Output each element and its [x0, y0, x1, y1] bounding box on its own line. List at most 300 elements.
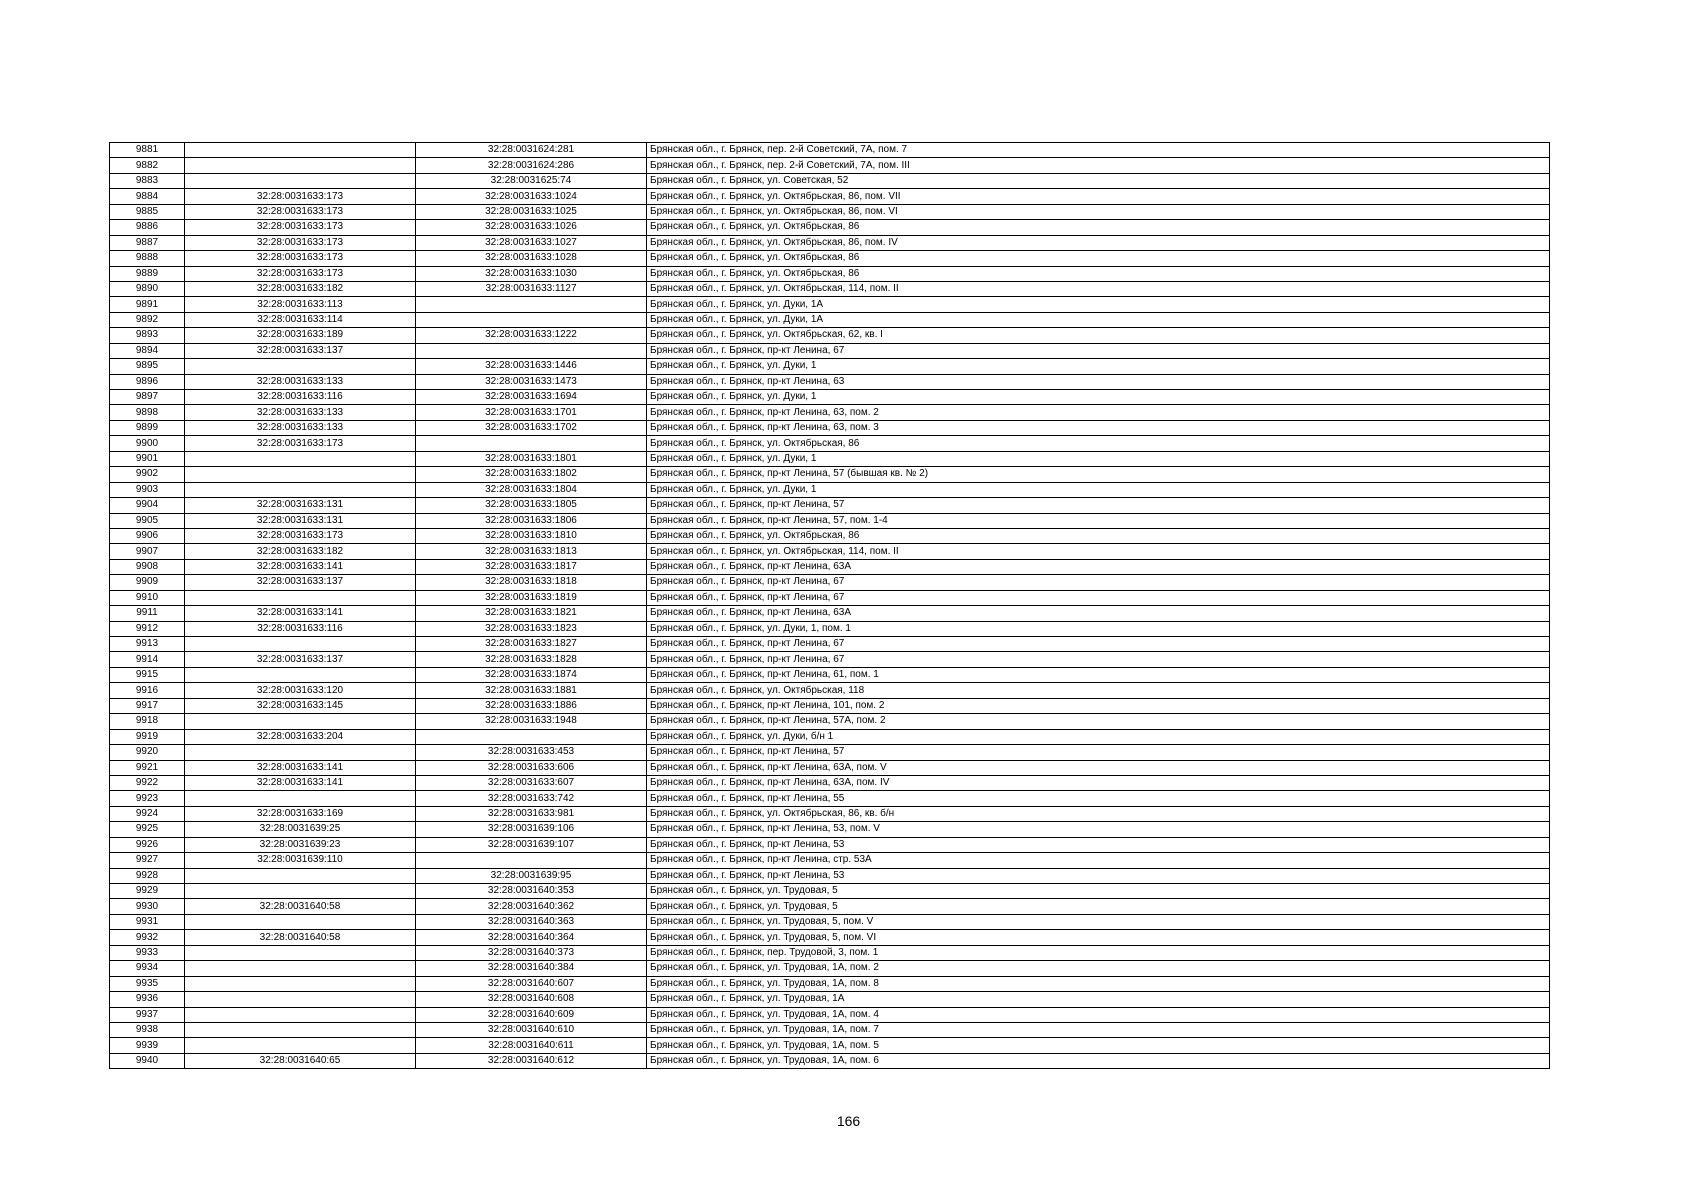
cadastral-number-cell: 32:28:0031625:74	[416, 173, 647, 188]
row-number-cell: 9895	[110, 359, 185, 374]
parent-cadastral-number-cell	[185, 914, 416, 929]
parent-cadastral-number-cell	[185, 173, 416, 188]
parent-cadastral-number-cell: 32:28:0031640:65	[185, 1053, 416, 1068]
address-cell: Брянская обл., г. Брянск, ул. Трудовая, 5, пом. VI	[647, 930, 1550, 945]
row-number-cell: 9936	[110, 992, 185, 1007]
address-cell: Брянская обл., г. Брянск, ул. Октябрьская, 114, пом. II	[647, 281, 1550, 296]
row-number-cell: 9906	[110, 528, 185, 543]
address-cell: Брянская обл., г. Брянск, ул. Трудовая, 5	[647, 899, 1550, 914]
cadastral-number-cell	[416, 297, 647, 312]
cadastral-number-cell: 32:28:0031633:1028	[416, 251, 647, 266]
table-row	[110, 1038, 1550, 1053]
parent-cadastral-number-cell: 32:28:0031633:141	[185, 559, 416, 574]
table-row	[110, 204, 1550, 219]
table-row	[110, 590, 1550, 605]
parent-cadastral-number-cell: 32:28:0031633:131	[185, 498, 416, 513]
row-number-cell: 9885	[110, 204, 185, 219]
row-number-cell: 9919	[110, 729, 185, 744]
cadastral-number-cell	[416, 436, 647, 451]
address-cell: Брянская обл., г. Брянск, ул. Трудовая, 1А, пом. 7	[647, 1022, 1550, 1037]
row-number-cell: 9933	[110, 945, 185, 960]
table-row	[110, 899, 1550, 914]
cadastral-number-cell: 32:28:0031633:1702	[416, 420, 647, 435]
parent-cadastral-number-cell: 32:28:0031633:133	[185, 420, 416, 435]
cadastral-number-cell: 32:28:0031639:106	[416, 822, 647, 837]
address-cell: Брянская обл., г. Брянск, ул. Трудовая, 1А, пом. 6	[647, 1053, 1550, 1068]
parent-cadastral-number-cell: 32:28:0031639:110	[185, 853, 416, 868]
row-number-cell: 9921	[110, 760, 185, 775]
table-row	[110, 575, 1550, 590]
table-row	[110, 976, 1550, 991]
table-row	[110, 806, 1550, 821]
table-row	[110, 189, 1550, 204]
cadastral-number-cell: 32:28:0031633:1810	[416, 528, 647, 543]
address-cell: Брянская обл., г. Брянск, ул. Дуки, 1	[647, 482, 1550, 497]
row-number-cell: 9896	[110, 374, 185, 389]
cadastral-number-cell: 32:28:0031633:1823	[416, 621, 647, 636]
parent-cadastral-number-cell: 32:28:0031633:204	[185, 729, 416, 744]
address-cell: Брянская обл., г. Брянск, пр-кт Ленина, 53, пом. V	[647, 822, 1550, 837]
row-number-cell: 9930	[110, 899, 185, 914]
parent-cadastral-number-cell: 32:28:0031639:25	[185, 822, 416, 837]
table-row	[110, 343, 1550, 358]
address-cell: Брянская обл., г. Брянск, пр-кт Ленина, 57, пом. 1-4	[647, 513, 1550, 528]
address-cell: Брянская обл., г. Брянск, ул. Октябрьская, 86	[647, 220, 1550, 235]
row-number-cell: 9911	[110, 606, 185, 621]
parent-cadastral-number-cell	[185, 1022, 416, 1037]
parent-cadastral-number-cell: 32:28:0031633:141	[185, 760, 416, 775]
cadastral-number-cell: 32:28:0031640:384	[416, 961, 647, 976]
table-row	[110, 667, 1550, 682]
row-number-cell: 9882	[110, 158, 185, 173]
address-cell: Брянская обл., г. Брянск, пер. 2-й Советский, 7А, пом. III	[647, 158, 1550, 173]
address-cell: Брянская обл., г. Брянск, пр-кт Ленина, 61, пом. 1	[647, 667, 1550, 682]
address-cell: Брянская обл., г. Брянск, ул. Октябрьская, 86, пом. IV	[647, 235, 1550, 250]
parent-cadastral-number-cell: 32:28:0031633:120	[185, 683, 416, 698]
parent-cadastral-number-cell	[185, 791, 416, 806]
row-number-cell: 9916	[110, 683, 185, 698]
address-cell: Брянская обл., г. Брянск, пр-кт Ленина, 63, пом. 2	[647, 405, 1550, 420]
address-cell: Брянская обл., г. Брянск, пр-кт Ленина, 67	[647, 590, 1550, 605]
table-row	[110, 158, 1550, 173]
row-number-cell: 9903	[110, 482, 185, 497]
parent-cadastral-number-cell: 32:28:0031633:145	[185, 698, 416, 713]
row-number-cell: 9928	[110, 868, 185, 883]
cadastral-number-cell: 32:28:0031633:1802	[416, 467, 647, 482]
table-row	[110, 729, 1550, 744]
table-row	[110, 405, 1550, 420]
cadastral-number-cell: 32:28:0031633:1804	[416, 482, 647, 497]
row-number-cell: 9938	[110, 1022, 185, 1037]
row-number-cell: 9899	[110, 420, 185, 435]
parent-cadastral-number-cell: 32:28:0031633:173	[185, 204, 416, 219]
row-number-cell: 9900	[110, 436, 185, 451]
cadastral-number-cell: 32:28:0031633:1024	[416, 189, 647, 204]
cadastral-number-cell: 32:28:0031640:362	[416, 899, 647, 914]
parent-cadastral-number-cell	[185, 945, 416, 960]
address-cell: Брянская обл., г. Брянск, пр-кт Ленина, 63	[647, 374, 1550, 389]
address-cell: Брянская обл., г. Брянск, ул. Октябрьская, 86	[647, 251, 1550, 266]
row-number-cell: 9927	[110, 853, 185, 868]
parent-cadastral-number-cell: 32:28:0031633:173	[185, 220, 416, 235]
row-number-cell: 9887	[110, 235, 185, 250]
cadastral-number-cell: 32:28:0031633:1030	[416, 266, 647, 281]
address-cell: Брянская обл., г. Брянск, ул. Октябрьская, 114, пом. II	[647, 544, 1550, 559]
parent-cadastral-number-cell: 32:28:0031633:116	[185, 390, 416, 405]
address-cell: Брянская обл., г. Брянск, пр-кт Ленина, 63А, пом. V	[647, 760, 1550, 775]
cadastral-number-cell: 32:28:0031633:1828	[416, 652, 647, 667]
parent-cadastral-number-cell	[185, 359, 416, 374]
table-row	[110, 606, 1550, 621]
address-cell: Брянская обл., г. Брянск, ул. Дуки, 1, пом. 1	[647, 621, 1550, 636]
address-cell: Брянская обл., г. Брянск, пр-кт Ленина, 53	[647, 837, 1550, 852]
cadastral-number-cell: 32:28:0031633:981	[416, 806, 647, 821]
cadastral-number-cell	[416, 343, 647, 358]
row-number-cell: 9920	[110, 745, 185, 760]
cadastral-number-cell: 32:28:0031640:612	[416, 1053, 647, 1068]
row-number-cell: 9932	[110, 930, 185, 945]
address-cell: Брянская обл., г. Брянск, пр-кт Ленина, 55	[647, 791, 1550, 806]
cadastral-number-cell: 32:28:0031633:1222	[416, 328, 647, 343]
row-number-cell: 9898	[110, 405, 185, 420]
cadastral-number-cell: 32:28:0031633:1801	[416, 451, 647, 466]
parent-cadastral-number-cell	[185, 884, 416, 899]
table-row	[110, 143, 1550, 158]
row-number-cell: 9918	[110, 714, 185, 729]
row-number-cell: 9904	[110, 498, 185, 513]
cadastral-number-cell: 32:28:0031633:1817	[416, 559, 647, 574]
row-number-cell: 9901	[110, 451, 185, 466]
table-row	[110, 266, 1550, 281]
table-row	[110, 451, 1550, 466]
address-cell: Брянская обл., г. Брянск, ул. Октябрьская, 86, кв. б/н	[647, 806, 1550, 821]
parent-cadastral-number-cell	[185, 976, 416, 991]
parent-cadastral-number-cell: 32:28:0031633:116	[185, 621, 416, 636]
cadastral-number-cell: 32:28:0031633:1027	[416, 235, 647, 250]
row-number-cell: 9910	[110, 590, 185, 605]
cadastral-number-cell: 32:28:0031633:1818	[416, 575, 647, 590]
row-number-cell: 9888	[110, 251, 185, 266]
address-cell: Брянская обл., г. Брянск, пр-кт Ленина, 67	[647, 652, 1550, 667]
address-cell: Брянская обл., г. Брянск, ул. Октябрьская, 86	[647, 266, 1550, 281]
row-number-cell: 9909	[110, 575, 185, 590]
cadastral-number-cell: 32:28:0031633:1874	[416, 667, 647, 682]
parent-cadastral-number-cell	[185, 482, 416, 497]
cadastral-number-cell: 32:28:0031633:1473	[416, 374, 647, 389]
row-number-cell: 9915	[110, 667, 185, 682]
cadastral-number-cell: 32:28:0031633:1805	[416, 498, 647, 513]
parent-cadastral-number-cell	[185, 590, 416, 605]
table-row	[110, 528, 1550, 543]
parent-cadastral-number-cell: 32:28:0031633:133	[185, 405, 416, 420]
cadastral-number-cell: 32:28:0031633:607	[416, 775, 647, 790]
row-number-cell: 9902	[110, 467, 185, 482]
row-number-cell: 9894	[110, 343, 185, 358]
table-row	[110, 436, 1550, 451]
table-row	[110, 652, 1550, 667]
address-cell: Брянская обл., г. Брянск, ул. Октябрьская, 86	[647, 528, 1550, 543]
parent-cadastral-number-cell	[185, 158, 416, 173]
table-row	[110, 637, 1550, 652]
table-row	[110, 683, 1550, 698]
parent-cadastral-number-cell	[185, 745, 416, 760]
address-cell: Брянская обл., г. Брянск, пр-кт Ленина, 67	[647, 637, 1550, 652]
table-row	[110, 374, 1550, 389]
parent-cadastral-number-cell: 32:28:0031633:173	[185, 528, 416, 543]
address-cell: Брянская обл., г. Брянск, ул. Трудовая, 1А	[647, 992, 1550, 1007]
table-row	[110, 544, 1550, 559]
row-number-cell: 9884	[110, 189, 185, 204]
address-cell: Брянская обл., г. Брянск, ул. Советская, 52	[647, 173, 1550, 188]
cadastral-number-cell: 32:28:0031633:1446	[416, 359, 647, 374]
cadastral-number-cell	[416, 729, 647, 744]
cadastral-number-cell: 32:28:0031633:1819	[416, 590, 647, 605]
cadastral-number-cell: 32:28:0031640:373	[416, 945, 647, 960]
parent-cadastral-number-cell: 32:28:0031633:114	[185, 312, 416, 327]
parent-cadastral-number-cell: 32:28:0031633:137	[185, 343, 416, 358]
parent-cadastral-number-cell: 32:28:0031633:133	[185, 374, 416, 389]
table-row	[110, 914, 1550, 929]
row-number-cell: 9925	[110, 822, 185, 837]
cadastral-number-cell: 32:28:0031639:107	[416, 837, 647, 852]
address-cell: Брянская обл., г. Брянск, ул. Трудовая, 5, пом. V	[647, 914, 1550, 929]
cadastral-number-cell: 32:28:0031633:1701	[416, 405, 647, 420]
row-number-cell: 9917	[110, 698, 185, 713]
cadastral-number-cell: 32:28:0031633:1881	[416, 683, 647, 698]
row-number-cell: 9926	[110, 837, 185, 852]
table-row	[110, 698, 1550, 713]
address-cell: Брянская обл., г. Брянск, пр-кт Ленина, 57	[647, 498, 1550, 513]
table-row	[110, 837, 1550, 852]
address-cell: Брянская обл., г. Брянск, пр-кт Ленина, 57	[647, 745, 1550, 760]
row-number-cell: 9892	[110, 312, 185, 327]
table-row	[110, 513, 1550, 528]
table-row	[110, 312, 1550, 327]
cadastral-number-cell: 32:28:0031633:1827	[416, 637, 647, 652]
parent-cadastral-number-cell	[185, 992, 416, 1007]
parent-cadastral-number-cell	[185, 1007, 416, 1022]
parent-cadastral-number-cell	[185, 467, 416, 482]
table-row	[110, 853, 1550, 868]
row-number-cell: 9891	[110, 297, 185, 312]
table-row	[110, 220, 1550, 235]
parent-cadastral-number-cell: 32:28:0031633:173	[185, 266, 416, 281]
row-number-cell: 9940	[110, 1053, 185, 1068]
table-row	[110, 621, 1550, 636]
cadastral-number-cell: 32:28:0031640:611	[416, 1038, 647, 1053]
row-number-cell: 9905	[110, 513, 185, 528]
parent-cadastral-number-cell: 32:28:0031633:137	[185, 575, 416, 590]
address-cell: Брянская обл., г. Брянск, ул. Трудовая, 5	[647, 884, 1550, 899]
row-number-cell: 9881	[110, 143, 185, 158]
table-row	[110, 868, 1550, 883]
table-row	[110, 173, 1550, 188]
row-number-cell: 9914	[110, 652, 185, 667]
row-number-cell: 9883	[110, 173, 185, 188]
parent-cadastral-number-cell: 32:28:0031633:182	[185, 544, 416, 559]
parent-cadastral-number-cell: 32:28:0031633:182	[185, 281, 416, 296]
table-row	[110, 930, 1550, 945]
address-cell: Брянская обл., г. Брянск, пр-кт Ленина, 57 (бывшая кв. № 2)	[647, 467, 1550, 482]
row-number-cell: 9935	[110, 976, 185, 991]
table-row	[110, 1022, 1550, 1037]
table-row	[110, 884, 1550, 899]
parent-cadastral-number-cell	[185, 451, 416, 466]
address-cell: Брянская обл., г. Брянск, ул. Октябрьская, 86, пом. VII	[647, 189, 1550, 204]
address-cell: Брянская обл., г. Брянск, пр-кт Ленина, 63, пом. 3	[647, 420, 1550, 435]
cadastral-number-cell: 32:28:0031633:1806	[416, 513, 647, 528]
cadastral-number-cell: 32:28:0031640:607	[416, 976, 647, 991]
table-row	[110, 745, 1550, 760]
row-number-cell: 9934	[110, 961, 185, 976]
parent-cadastral-number-cell	[185, 868, 416, 883]
parent-cadastral-number-cell: 32:28:0031633:141	[185, 606, 416, 621]
table-row	[110, 760, 1550, 775]
row-number-cell: 9922	[110, 775, 185, 790]
table-row	[110, 961, 1550, 976]
address-cell: Брянская обл., г. Брянск, ул. Дуки, 1А	[647, 312, 1550, 327]
row-number-cell: 9929	[110, 884, 185, 899]
parent-cadastral-number-cell	[185, 667, 416, 682]
address-cell: Брянская обл., г. Брянск, пр-кт Ленина, стр. 53А	[647, 853, 1550, 868]
parent-cadastral-number-cell: 32:28:0031633:189	[185, 328, 416, 343]
page-number: 166	[836, 1113, 861, 1129]
table-row	[110, 822, 1550, 837]
cadastral-number-cell: 32:28:0031633:1694	[416, 390, 647, 405]
parent-cadastral-number-cell: 32:28:0031639:23	[185, 837, 416, 852]
table-row	[110, 559, 1550, 574]
table-row	[110, 297, 1550, 312]
parent-cadastral-number-cell: 32:28:0031633:173	[185, 235, 416, 250]
address-cell: Брянская обл., г. Брянск, пр-кт Ленина, 101, пом. 2	[647, 698, 1550, 713]
row-number-cell: 9889	[110, 266, 185, 281]
row-number-cell: 9890	[110, 281, 185, 296]
parent-cadastral-number-cell	[185, 1038, 416, 1053]
row-number-cell: 9893	[110, 328, 185, 343]
row-number-cell: 9886	[110, 220, 185, 235]
cadastral-number-cell: 32:28:0031639:95	[416, 868, 647, 883]
cadastral-number-cell: 32:28:0031633:1025	[416, 204, 647, 219]
table-row	[110, 498, 1550, 513]
address-cell: Брянская обл., г. Брянск, пр-кт Ленина, 63А, пом. IV	[647, 775, 1550, 790]
table-row	[110, 359, 1550, 374]
table-row	[110, 390, 1550, 405]
cadastral-number-cell	[416, 853, 647, 868]
parent-cadastral-number-cell: 32:28:0031640:58	[185, 930, 416, 945]
cadastral-number-cell: 32:28:0031640:608	[416, 992, 647, 1007]
address-cell: Брянская обл., г. Брянск, пр-кт Ленина, 53	[647, 868, 1550, 883]
cadastral-number-cell: 32:28:0031633:1886	[416, 698, 647, 713]
parent-cadastral-number-cell	[185, 714, 416, 729]
cadastral-number-cell: 32:28:0031640:363	[416, 914, 647, 929]
address-cell: Брянская обл., г. Брянск, ул. Дуки, 1	[647, 359, 1550, 374]
address-cell: Брянская обл., г. Брянск, ул. Октябрьская, 118	[647, 683, 1550, 698]
cadastral-number-cell: 32:28:0031640:610	[416, 1022, 647, 1037]
table-row	[110, 1007, 1550, 1022]
row-number-cell: 9912	[110, 621, 185, 636]
table-row	[110, 992, 1550, 1007]
address-cell: Брянская обл., г. Брянск, пер. 2-й Советский, 7А, пом. 7	[647, 143, 1550, 158]
address-cell: Брянская обл., г. Брянск, пр-кт Ленина, 63А	[647, 559, 1550, 574]
address-cell: Брянская обл., г. Брянск, ул. Дуки, 1А	[647, 297, 1550, 312]
table-row	[110, 281, 1550, 296]
table-row	[110, 945, 1550, 960]
parent-cadastral-number-cell: 32:28:0031633:173	[185, 251, 416, 266]
row-number-cell: 9897	[110, 390, 185, 405]
cadastral-number-cell: 32:28:0031624:286	[416, 158, 647, 173]
address-cell: Брянская обл., г. Брянск, ул. Октябрьская, 86, пом. VI	[647, 204, 1550, 219]
address-cell: Брянская обл., г. Брянск, пр-кт Ленина, 67	[647, 343, 1550, 358]
parent-cadastral-number-cell: 32:28:0031633:113	[185, 297, 416, 312]
address-cell: Брянская обл., г. Брянск, пр-кт Ленина, 67	[647, 575, 1550, 590]
parent-cadastral-number-cell: 32:28:0031633:169	[185, 806, 416, 821]
row-number-cell: 9924	[110, 806, 185, 821]
address-cell: Брянская обл., г. Брянск, ул. Дуки, 1	[647, 451, 1550, 466]
address-cell: Брянская обл., г. Брянск, ул. Трудовая, 1А, пом. 2	[647, 961, 1550, 976]
cadastral-number-cell: 32:28:0031633:1026	[416, 220, 647, 235]
cadastral-number-cell: 32:28:0031633:606	[416, 760, 647, 775]
address-cell: Брянская обл., г. Брянск, пер. Трудовой, 3, пом. 1	[647, 945, 1550, 960]
cadastral-number-cell	[416, 312, 647, 327]
cadastral-number-cell: 32:28:0031624:281	[416, 143, 647, 158]
registry-table-body	[110, 143, 1550, 1069]
address-cell: Брянская обл., г. Брянск, пр-кт Ленина, 57А, пом. 2	[647, 714, 1550, 729]
parent-cadastral-number-cell: 32:28:0031633:141	[185, 775, 416, 790]
row-number-cell: 9937	[110, 1007, 185, 1022]
parent-cadastral-number-cell: 32:28:0031633:137	[185, 652, 416, 667]
table-row	[110, 328, 1550, 343]
cadastral-number-cell: 32:28:0031640:364	[416, 930, 647, 945]
table-row	[110, 775, 1550, 790]
parent-cadastral-number-cell: 32:28:0031633:131	[185, 513, 416, 528]
table-row	[110, 235, 1550, 250]
address-cell: Брянская обл., г. Брянск, ул. Трудовая, 1А, пом. 5	[647, 1038, 1550, 1053]
registry-table	[109, 142, 1550, 1069]
parent-cadastral-number-cell	[185, 637, 416, 652]
row-number-cell: 9908	[110, 559, 185, 574]
cadastral-number-cell: 32:28:0031633:742	[416, 791, 647, 806]
address-cell: Брянская обл., г. Брянск, ул. Октябрьская, 62, кв. I	[647, 328, 1550, 343]
table-row	[110, 791, 1550, 806]
cadastral-number-cell: 32:28:0031640:609	[416, 1007, 647, 1022]
table-row	[110, 1053, 1550, 1068]
cadastral-number-cell: 32:28:0031633:1813	[416, 544, 647, 559]
table-row	[110, 714, 1550, 729]
row-number-cell: 9913	[110, 637, 185, 652]
row-number-cell: 9939	[110, 1038, 185, 1053]
parent-cadastral-number-cell: 32:28:0031633:173	[185, 436, 416, 451]
row-number-cell: 9923	[110, 791, 185, 806]
parent-cadastral-number-cell	[185, 143, 416, 158]
table-row	[110, 251, 1550, 266]
parent-cadastral-number-cell: 32:28:0031640:58	[185, 899, 416, 914]
address-cell: Брянская обл., г. Брянск, ул. Октябрьская, 86	[647, 436, 1550, 451]
cadastral-number-cell: 32:28:0031633:1127	[416, 281, 647, 296]
row-number-cell: 9931	[110, 914, 185, 929]
cadastral-number-cell: 32:28:0031633:1948	[416, 714, 647, 729]
table-row	[110, 482, 1550, 497]
cadastral-number-cell: 32:28:0031633:453	[416, 745, 647, 760]
table-row	[110, 467, 1550, 482]
address-cell: Брянская обл., г. Брянск, ул. Трудовая, 1А, пом. 8	[647, 976, 1550, 991]
address-cell: Брянская обл., г. Брянск, ул. Трудовая, 1А, пом. 4	[647, 1007, 1550, 1022]
parent-cadastral-number-cell	[185, 961, 416, 976]
table-row	[110, 420, 1550, 435]
parent-cadastral-number-cell: 32:28:0031633:173	[185, 189, 416, 204]
address-cell: Брянская обл., г. Брянск, ул. Дуки, 1	[647, 390, 1550, 405]
cadastral-number-cell: 32:28:0031633:1821	[416, 606, 647, 621]
cadastral-number-cell: 32:28:0031640:353	[416, 884, 647, 899]
